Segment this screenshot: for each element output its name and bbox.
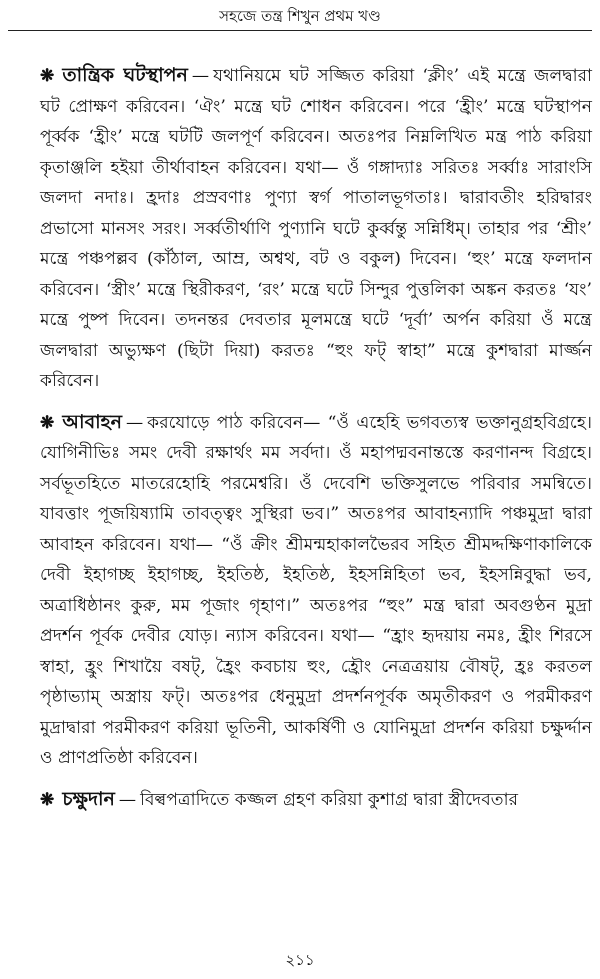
section-ghatasthapan: [10, 60, 592, 397]
section-heading: চক্ষুদান: [62, 787, 115, 810]
section-text: করযোড়ে পাঠ করিবেন— “ওঁ এহেহি ভগবত্যস্ব ভক্তানুগ্রহবিগ্রহে। যোগিনীভিঃ সমং দেবী রক্ষার্থং মম সর্বদা। ওঁ মহাপদ্মবনান্তস্তে করণানন্দ বিগ্রহে। সর্বভূতহিতে মাতরেহোহি পরমেশ্বরি। ওঁ দেবেশি ভক্তিসুলভে পরিবার সমন্বিতে। যাবত্তাং পূজয়িষ্যামি তাবত্ত্বং সুস্থিরা ভব।” অতঃপর আবাহন্যাদি পঞ্চমুদ্রা দ্বারা আবাহন করিবেন। যথা— “ওঁ ক্রীং শ্রীমন্মহাকালভৈরব সহিত শ্রীমদ্দক্ষিণাকালিকে দেবী ইহাগচ্ছ ইহাগচ্ছ, ইহতিষ্ঠ, ইহতিষ্ঠ, ইহসন্নিহিতা ভব, ইহসন্নিবুদ্ধা ভব, অত্রাধিষ্ঠানং কুরু, মম পূজাং গৃহাণ।” অতঃপর “হুং” মন্ত্র দ্বারা অবগুণ্ঠন মুদ্রা প্রদর্শন পূর্বক দেবীর যোড়। ন্যাস করিবেন। যথা— “হ্রাং হৃদয়ায় নমঃ, হ্রীং শিরসে স্বাহা, হ্রুং শিখায়ৈ বষট্, হ্রৈং কবচায় হুং, হ্রৌং নেত্রত্রয়ায় বৌষট্, হ্রঃ করতল পৃষ্ঠাভ্যাম্ অস্ত্রায় ফট্। অতঃপর ধেনুমুদ্রা প্রদর্শনপূর্বক অমৃতীকরণ ও পরমীকরণ মুদ্রাদ্বারা পরমীকরণ করিয়া ভূতিনী, আকর্ষিণী ও যোনিমুদ্রা প্রদর্শন করিয়া চক্ষুর্দ্দান ও প্রাণপ্রতিষ্ঠা করিবেন।: [40, 412, 592, 768]
asterism-icon: ❋: [40, 412, 55, 433]
section-text: বিল্বপত্রাদিতে কজ্জল গ্রহণ করিয়া কুশাগ্র দ্বারা স্ত্রীদেবতার: [140, 789, 519, 810]
section-text: যথানিয়মে ঘট সজ্জিত করিয়া ‘ক্লীং’ এই মন্ত্রে জলদ্বারা ঘট প্রোক্ষণ করিবেন। ‘ঐং’ মন্ত্রে ঘট শোধন করিবেন। পরে ‘হ্রীং’ মন্ত্রে ঘটস্থাপন পূর্ব্বক ‘হ্রীং’ মন্ত্রে ঘটটি জলপূর্ণ করিবেন। অতঃপর নিম্নলিখিত মন্ত্র পাঠ করিয়া কৃতাঞ্জলি হইয়া তীর্থাবাহন করিবেন। যথা— ওঁ গঙ্গাদ্যাঃ সরিতঃ সর্ব্বাঃ সারাংসি জলদা নদাঃ। হ্রদাঃ প্রস্রবণাঃ পুণ্যা স্বর্গ পাতালভূগতাঃ। দ্বারাবতীং হরিদ্বারং প্রভাসো মানসং সরং। সর্ব্বতীর্থাণি পুণ্যানি ঘটে কুর্ব্বন্তু সন্নিধিম্। তাহার পর ‘শ্রীং’ মন্ত্রে পঞ্চপল্লব (কাঁঠাল, আম্র, অশ্বথ, বট ও বকুল) দিবেন। ‘হুং’ মন্ত্রে ফলদান করিবেন। ‘স্ত্রীং’ মন্ত্রে স্থিরীকরণ, ‘রং’ মন্ত্রে ঘটে সিন্দুর পুত্তলিকা অঙ্কন করতঃ ‘যং’ মন্ত্রে পুষ্প দিবেন। তদনন্তর দেবতার মূলমন্ত্রে ঘটে ‘দূর্বা’ অর্পন করিয়া ওঁ মন্ত্রে জলদ্বারা অভ্যুক্ষণ (ছিটা দিয়া) করতঃ “হুং ফট্ স্বাহা” মন্ত্রে কুশদ্বারা মার্জ্জন করিবেন।: [40, 66, 593, 391]
running-head: সহজে তন্ত্র শিখুন প্রথম খণ্ড: [219, 7, 381, 25]
asterism-icon: ❋: [40, 66, 55, 86]
section-heading: তান্ত্রিক ঘটস্থাপন: [62, 64, 188, 86]
page-number: ২১১: [285, 951, 315, 969]
body-text: [10, 60, 592, 815]
section-chakshudan: [10, 784, 592, 816]
section-heading: আবাহন: [62, 410, 122, 433]
em-dash: —: [191, 66, 210, 86]
asterism-icon: ❋: [40, 789, 55, 810]
header-rule: [8, 30, 592, 31]
em-dash: —: [125, 412, 144, 433]
section-abahan: [10, 407, 592, 774]
em-dash: —: [118, 789, 137, 810]
